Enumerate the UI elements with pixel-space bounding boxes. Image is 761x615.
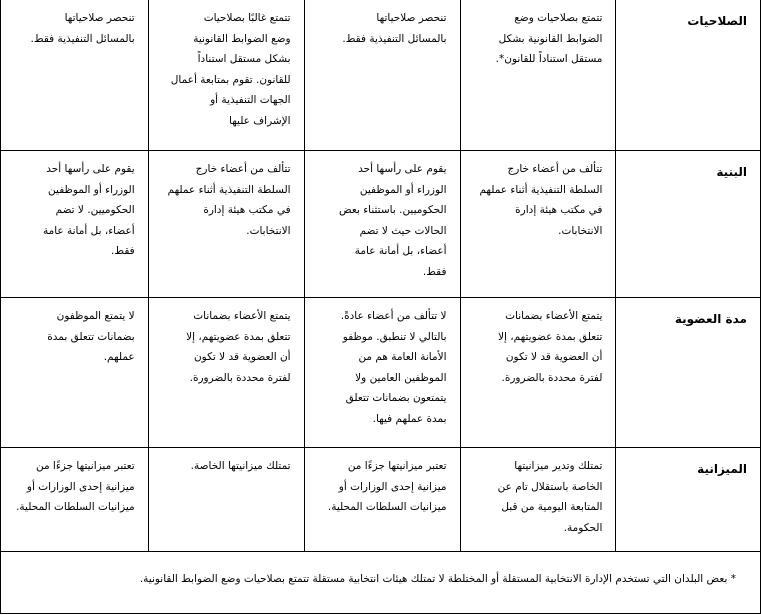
cell-text-powers-2: تنحصر صلاحياتها بالمسائل التنفيذية فقط. [342, 12, 447, 45]
table-row-term [1, 298, 761, 448]
table-cell [148, 298, 304, 448]
table-row-structure [1, 151, 761, 298]
table-cell [304, 0, 460, 151]
cell-text-term-1: يتمتع الأعضاء بضمانات تتعلق بمدة عضويتهم، إلا أن العضوية قد لا تكون لفترة محددة بالضرورة. [498, 310, 603, 384]
cell-text-structure-2: يقوم على رأسها أحد الوزراء أو الموظفين الحكوميين. باستثناء بعض الحالات حيث لا تضم أعضاء، بل أمانة عامة فقط. [339, 163, 447, 278]
table-row-budget [1, 448, 761, 552]
table-row-powers [1, 0, 761, 151]
cell-text-budget-4: تعتبر ميزانيتها جزءًا من ميزانية إحدى الوزارات أو ميزانيات السلطات المحلية. [16, 460, 135, 513]
table-cell [1, 448, 149, 552]
table-cell [1, 0, 149, 151]
cell-text-term-3: يتمتع الأعضاء بضمانات تتعلق بمدة عضويتهم، إلا أن العضوية قد لا تكون لفترة محددة بالضرورة. [186, 310, 291, 384]
cell-text-structure-4: يقوم على رأسها أحد الوزراء أو الموظفين الحكوميين. لا تضم أعضاء، بل أمانة عامة فقط. [42, 163, 135, 257]
table-cell [1, 151, 149, 298]
row-label-structure: البنية [716, 165, 747, 179]
row-label-budget: الميزانية [697, 462, 747, 476]
table-cell [460, 448, 616, 552]
row-label-term: مدة العضوية [674, 312, 747, 326]
cell-text-structure-1: تتألف من أعضاء خارج السلطة التنفيذية أثناء عملهم في مكتب هيئة إدارة الانتخابات. [479, 163, 603, 237]
cell-text-powers-4: تنحصر صلاحياتها بالمسائل التنفيذية فقط. [30, 12, 135, 45]
table-cell [304, 448, 460, 552]
cell-text-budget-3: تمتلك ميزانيتها الخاصة. [190, 460, 291, 472]
row-label-cell [616, 151, 761, 298]
table-cell [460, 151, 616, 298]
cell-text-budget-2: تعتبر ميزانيتها جزءًا من ميزانية إحدى الوزارات أو ميزانيات السلطات المحلية. [327, 460, 447, 513]
table-cell [148, 0, 304, 151]
table-cell [460, 298, 616, 448]
row-label-powers: الصلاحيات [687, 14, 747, 28]
cell-text-term-2: لا تتألف من أعضاء عادةً. بالتالي لا تنطبق. موظفو الأمانة العامة هم من الموظفين العامين ولا يتمتعون بضمانات تتعلق بمدة عملهم فيها. [340, 310, 447, 425]
table-cell [304, 151, 460, 298]
row-label-cell [616, 298, 761, 448]
table-cell [460, 0, 616, 151]
table-cell [1, 298, 149, 448]
cell-text-powers-3: تتمتع غالبًا بصلاحيات وضع الضوابط القانونية بشكل مستقل استناداً للقانون. تقوم بمتابعة أعمال الجهات التنفيذية أو الإشراف عليها [170, 12, 291, 127]
table-row-footnote [1, 552, 761, 614]
cell-text-structure-3: تتألف من أعضاء خارج السلطة التنفيذية أثناء عملهم في مكتب هيئة إدارة الانتخابات. [167, 163, 291, 237]
row-label-cell [616, 0, 761, 151]
row-label-cell [616, 448, 761, 552]
table-cell [148, 151, 304, 298]
table-cell [304, 298, 460, 448]
cell-text-powers-1: تتمتع بصلاحيات وضع الضوابط القانونية بشكل مستقل استناداً للقانون*. [495, 12, 603, 65]
table-cell [148, 448, 304, 552]
footnote-cell [1, 552, 761, 614]
cell-text-budget-1: تمتلك وتدير ميزانيتها الخاصة باستقلال تام عن المتابعة اليومية من قبل الحكومة. [497, 460, 603, 534]
cell-text-term-4: لا يتمتع الموظفون بضمانات تتعلق بمدة عملهم. [47, 310, 135, 363]
footnote-text: * بعض البلدان التي تستخدم الإدارة الانتخابية المستقلة أو المختلطة لا تمتلك هيئات انتخابية مستقلة تتمتع بصلاحيات وضع الضوابط القانونية. [139, 573, 736, 585]
